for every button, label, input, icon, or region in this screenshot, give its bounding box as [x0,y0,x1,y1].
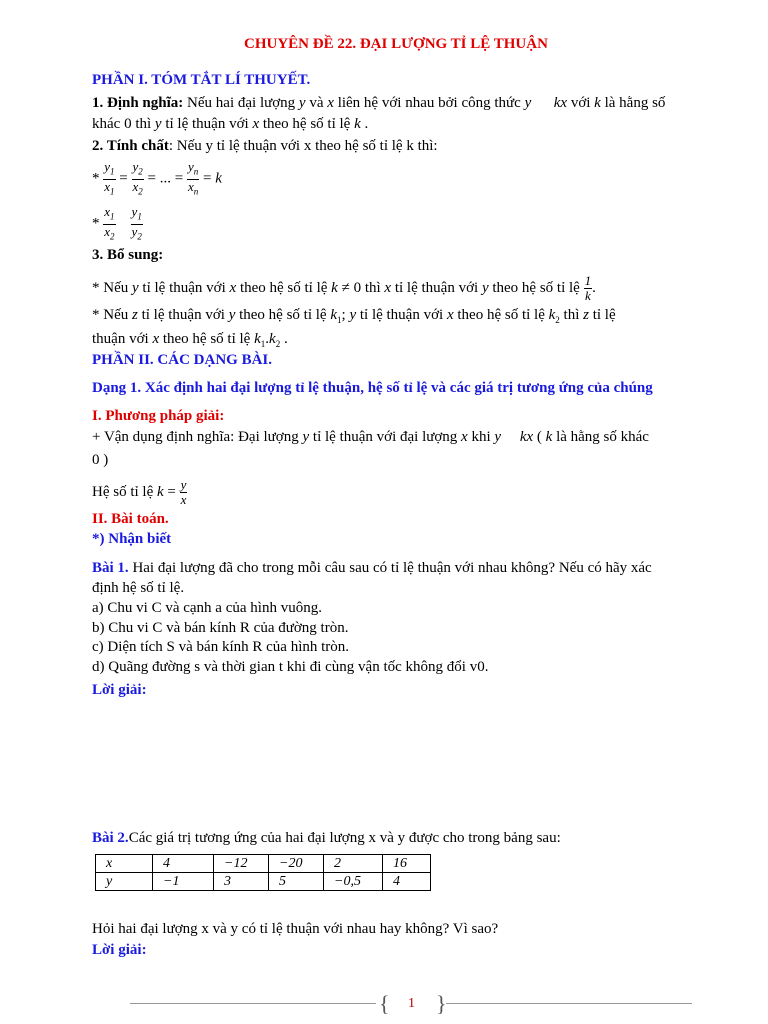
footer-brace-left: { [379,991,390,1016]
page-number: 1 [408,996,415,1011]
footer-brace-right: } [436,991,447,1016]
problem1-label: Bài 1. [92,560,129,576]
table-row-x: x 4 −12 −20 2 16 [96,855,431,873]
document-title: CHUYÊN ĐỀ 22. ĐẠI LƯỢNG TỈ LỆ THUẬN [244,36,548,52]
property-formula-2: * $\frac{x_1}{x_2}$ $\frac{y_1}{y_2}$ [92,204,142,242]
supplement-line1: * Nếu y tỉ lệ thuận với x theo hệ số tỉ lệ k ≠ 0 thì x tỉ lệ thuận với y theo hệ số tỉ lệ $\frac{1}{k}$ . [92,273,596,303]
problem1-d: d) Quãng đường s và thời gian t khi đi cùng vận tốc không đổi v0. [92,659,489,675]
coefficient-line: Hệ số tỉ lệ k = $\frac{y}{x}$ [92,477,187,507]
supplement-line3: thuận với x theo hệ số tỉ lệ $k_1.k_2$ . [92,331,288,349]
problem2-line: Bài 2.Các giá trị tương ứng của hai đại lượng x và y được cho trong bảng sau: [92,830,561,846]
supplement-line2: * Nếu z tỉ lệ thuận với y theo hệ số tỉ lệ $k_1$; y tỉ lệ thuận với x theo hệ số tỉ lệ $k_2$ thì z tỉ lệ [92,307,616,325]
definition-label: 1. Định nghĩa: [92,95,184,111]
footer-rule-left [130,1003,376,1004]
method-line2: 0 ) [92,452,109,468]
values-table [95,854,431,891]
solution2-label: Lời giải: [92,942,147,958]
problem2-label: Bài 2. [92,830,129,846]
problem2-question: Hỏi hai đại lượng x và y có tỉ lệ thuận với nhau hay không? Vì sao? [92,921,499,937]
definition-line2: khác 0 thì y tỉ lệ thuận với x theo hệ số tỉ lệ k . [92,116,369,132]
problem1-c: c) Diện tích S và bán kính R của hình tròn. [92,639,350,655]
problems-heading: II. Bài toán. [92,511,169,527]
part2-heading: PHẦN II. CÁC DẠNG BÀI. [92,352,273,368]
property-line: 2. Tính chất: Nếu y tỉ lệ thuận với x theo hệ số tỉ lệ k thì: [92,138,438,154]
property-formula-1: * $\frac{y_1}{x_1}$ = $\frac{y_2}{x_2}$ = ... = $\frac{y_n}{x_n}$ = k [92,159,222,197]
problem1-a: a) Chu vi C và cạnh a của hình vuông. [92,600,322,616]
method-line1: + Vận dụng định nghĩa: Đại lượng y tỉ lệ thuận với đại lượng x khi y kx ( k là hằng số khác [92,429,649,445]
part1-heading: PHẦN I. TÓM TẮT LÍ THUYẾT. [92,72,311,88]
problem1-line1: Bài 1. Hai đại lượng đã cho trong mỗi câu sau có tỉ lệ thuận với nhau không? Nếu có hãy xác [92,560,652,576]
definition-line1: 1. Định nghĩa: Nếu hai đại lượng y và x liên hệ với nhau bởi công thức y kx với k là hằng số [92,95,666,111]
problem1-b: b) Chu vi C và bán kính R của đường tròn. [92,620,349,636]
property-label: 2. Tính chất [92,138,169,154]
form1-heading: Dạng 1. Xác định hai đại lượng tỉ lệ thuận, hệ số tỉ lệ và các giá trị tương ứng của chúng [92,380,653,396]
problem1-line2: định hệ số tỉ lệ. [92,580,185,596]
supplement-label: 3. Bổ sung: [92,247,164,263]
recognize-heading: *) Nhận biết [92,531,172,547]
solution1-label: Lời giải: [92,682,147,698]
table-row-y: y −1 3 5 −0,5 4 [96,873,431,891]
method-heading: I. Phương pháp giải: [92,408,225,424]
footer-rule-right [446,1003,692,1004]
